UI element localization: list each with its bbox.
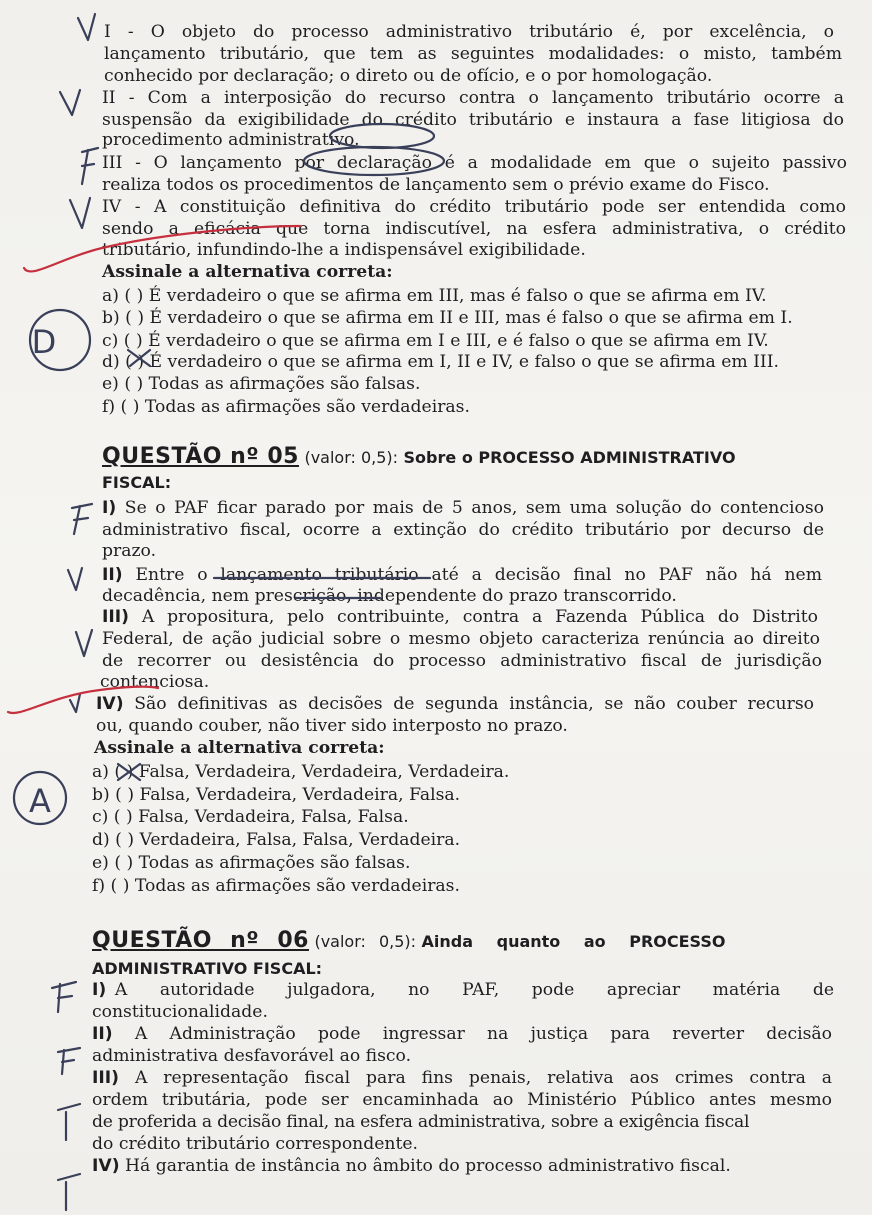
q05-statement-IV-line-1 <box>96 694 814 715</box>
q05-II-label: II) <box>102 565 123 585</box>
q06-II-text-1: A Administração pode ingressar na justiça para reverter decisão <box>134 1024 832 1044</box>
statement-II-line-1: II - Com a interposição do recurso contra o lançamento tributário ocorre a <box>102 88 844 108</box>
q05-I-text-1: Se o PAF ficar parado por mais de 5 anos, sem uma solução do contencioso <box>124 498 824 518</box>
q05-III-label: III) <box>102 607 130 627</box>
false-f-icon <box>58 1048 80 1074</box>
statement-II-line-2: suspensão da exigibilidade do crédito tributário e instaura a fase litigiosa do <box>102 110 844 130</box>
q06-statement-III-line-4: do crédito tributário correspondente. <box>92 1134 419 1154</box>
q06-statement-III-line-1 <box>92 1068 832 1089</box>
q06-statement-III-line-2: ordem tributária, pode ser encaminhada ao Ministério Público antes mesmo <box>92 1090 832 1110</box>
false-f-icon <box>52 982 76 1012</box>
q05-I-label: I) <box>102 498 117 518</box>
q05-statement-IV-line-2: ou, quando couber, não tiver sido interposto no prazo. <box>96 716 568 736</box>
false-f-icon <box>58 1174 80 1210</box>
statement-IV-line-1: IV - A constituição definitiva do crédito tributário pode ser entendida como <box>102 197 846 217</box>
q05-statement-III-line-1 <box>102 607 818 628</box>
q05-statement-III-line-3: de recorrer ou desistência do processo administrativo fiscal de jurisdição <box>102 651 822 671</box>
q05-statement-II-line-1 <box>102 565 822 586</box>
q05-option-f: f) ( ) Todas as afirmações são verdadeiras. <box>92 876 460 896</box>
statement-II-line-3: procedimento administrativo. <box>102 130 360 150</box>
question-05-title: QUESTÃO nº 05 <box>102 444 299 469</box>
statement-I-line-1: I - O objeto do processo administrativo tributário é, por excelência, o <box>104 22 834 42</box>
answer-letter-q05: A <box>29 782 51 820</box>
q05-statement-I-line-1 <box>102 498 824 519</box>
q06-I-label: I) <box>92 980 107 1000</box>
q05-IV-label: IV) <box>96 694 124 714</box>
check-v-icon <box>70 694 80 712</box>
q05-statement-II-line-2: decadência, nem prescrição, independente do prazo transcorrido. <box>102 586 677 606</box>
q05-II-text-1: Entre o lançamento tributário até a decisão final no PAF não há nem <box>135 565 822 585</box>
q05-option-d: d) ( ) Verdadeira, Falsa, Falsa, Verdadeira. <box>92 830 461 850</box>
false-f-icon <box>82 148 98 184</box>
false-f-icon <box>72 504 92 534</box>
check-v-icon <box>68 568 82 590</box>
circled-answer-icon <box>30 310 90 370</box>
q06-statement-I-line-1 <box>92 980 834 1001</box>
q05-option-e: e) ( ) Todas as afirmações são falsas. <box>92 853 411 873</box>
q05-option-c: c) ( ) Falsa, Verdadeira, Falsa, Falsa. <box>92 807 409 827</box>
q06-IV-label: IV) <box>92 1156 120 1176</box>
q05-option-a: a) ( ) Falsa, Verdadeira, Verdadeira, Verdadeira. <box>92 762 510 782</box>
statement-III-line-2: realiza todos os procedimentos de lançamento sem o prévio exame do Fisco. <box>102 175 770 195</box>
q06-statement-III-line-3: de proferida a decisão final, na esfera administrativa, sobre a exigência fiscal <box>92 1112 750 1132</box>
question-05-topic-line2: FISCAL: <box>102 473 172 492</box>
q05-statement-III-line-2: Federal, de ação judicial sobre o mesmo objeto caracteriza renúncia ao direito <box>102 629 820 649</box>
q06-III-text-1: A representação fiscal para fins penais, relativa aos crimes contra a <box>134 1068 832 1088</box>
q06-statement-I-line-2: constitucionalidade. <box>92 1002 268 1022</box>
option-c-block1: c) ( ) É verdadeiro o que se afirma em I e III, e é falso o que se afirma em IV. <box>102 331 769 351</box>
q05-III-text-1: A propositura, pelo contribuinte, contra a Fazenda Pública do Distrito <box>141 607 818 627</box>
q05-instruction: Assinale a alternativa correta: <box>94 738 385 758</box>
question-05-value: (valor: 0,5): <box>304 448 399 467</box>
question-06-title: QUESTÃO nº 06 <box>92 928 309 953</box>
q06-IV-text-1: Há garantia de instância no âmbito do processo administrativo fiscal. <box>125 1156 731 1176</box>
check-v-icon <box>76 630 92 656</box>
statement-I-line-3: conhecido por declaração; o direto ou de ofício, e o por homologação. <box>104 66 713 86</box>
question-06-value: (valor: 0,5): <box>314 932 417 951</box>
q05-option-b: b) ( ) Falsa, Verdadeira, Verdadeira, Falsa. <box>92 785 461 805</box>
question-06-topic: Ainda quanto ao PROCESSO <box>421 932 726 951</box>
q05-IV-text-1: São definitivas as decisões de segunda instância, se não couber recurso <box>134 694 814 714</box>
statement-IV-line-3: tributário, infundindo-lhe a indispensável exigibilidade. <box>102 240 586 260</box>
question-05-header <box>102 446 828 469</box>
option-e-block1: e) ( ) Todas as afirmações são falsas. <box>102 374 421 394</box>
question-05-topic: Sobre o PROCESSO ADMINISTRATIVO <box>403 448 736 467</box>
statement-I-line-2: lançamento tributário, que tem as seguintes modalidades: o misto, também <box>104 44 842 64</box>
q05-statement-I-line-3: prazo. <box>102 541 157 561</box>
q06-statement-IV-line-1 <box>92 1156 731 1177</box>
option-f-block1: f) ( ) Todas as afirmações são verdadeiras. <box>102 397 470 417</box>
question-06-header <box>92 930 834 953</box>
check-v-icon <box>70 198 90 228</box>
statement-III-line-1: III - O lançamento por declaração é a modalidade em que o sujeito passivo <box>102 153 847 173</box>
q06-statement-II-line-1 <box>92 1024 832 1045</box>
q05-statement-I-line-2: administrativo fiscal, ocorre a extinção do crédito tributário por decurso de <box>102 520 824 540</box>
circled-answer-icon <box>14 772 66 824</box>
q06-II-label: II) <box>92 1024 113 1044</box>
statement-IV-line-2: sendo a eficácia que torna indiscutível, na esfera administrativa, o crédito <box>102 219 846 239</box>
option-d-block1: d) ( ) É verdadeiro o que se afirma em I, II e IV, e falso o que se afirma em III. <box>102 352 779 372</box>
check-v-icon <box>78 14 95 40</box>
check-v-icon <box>60 90 80 115</box>
answer-letter-block1: D <box>31 323 57 361</box>
instruction-block1: Assinale a alternativa correta: <box>102 262 393 282</box>
q05-statement-III-line-4: contenciosa. <box>100 672 210 692</box>
option-a-block1: a) ( ) É verdadeiro o que se afirma em III, mas é falso o que se afirma em IV. <box>102 286 767 306</box>
q06-statement-II-line-2: administrativa desfavorável ao fisco. <box>92 1046 412 1066</box>
question-06-topic-line2: ADMINISTRATIVO FISCAL: <box>92 959 323 978</box>
q06-III-label: III) <box>92 1068 120 1088</box>
option-b-block1: b) ( ) É verdadeiro o que se afirma em II e III, mas é falso o que se afirma em I. <box>102 308 793 328</box>
false-f-icon <box>58 1104 80 1140</box>
q06-I-text-1: A autoridade julgadora, no PAF, pode apreciar matéria de <box>114 980 834 1000</box>
